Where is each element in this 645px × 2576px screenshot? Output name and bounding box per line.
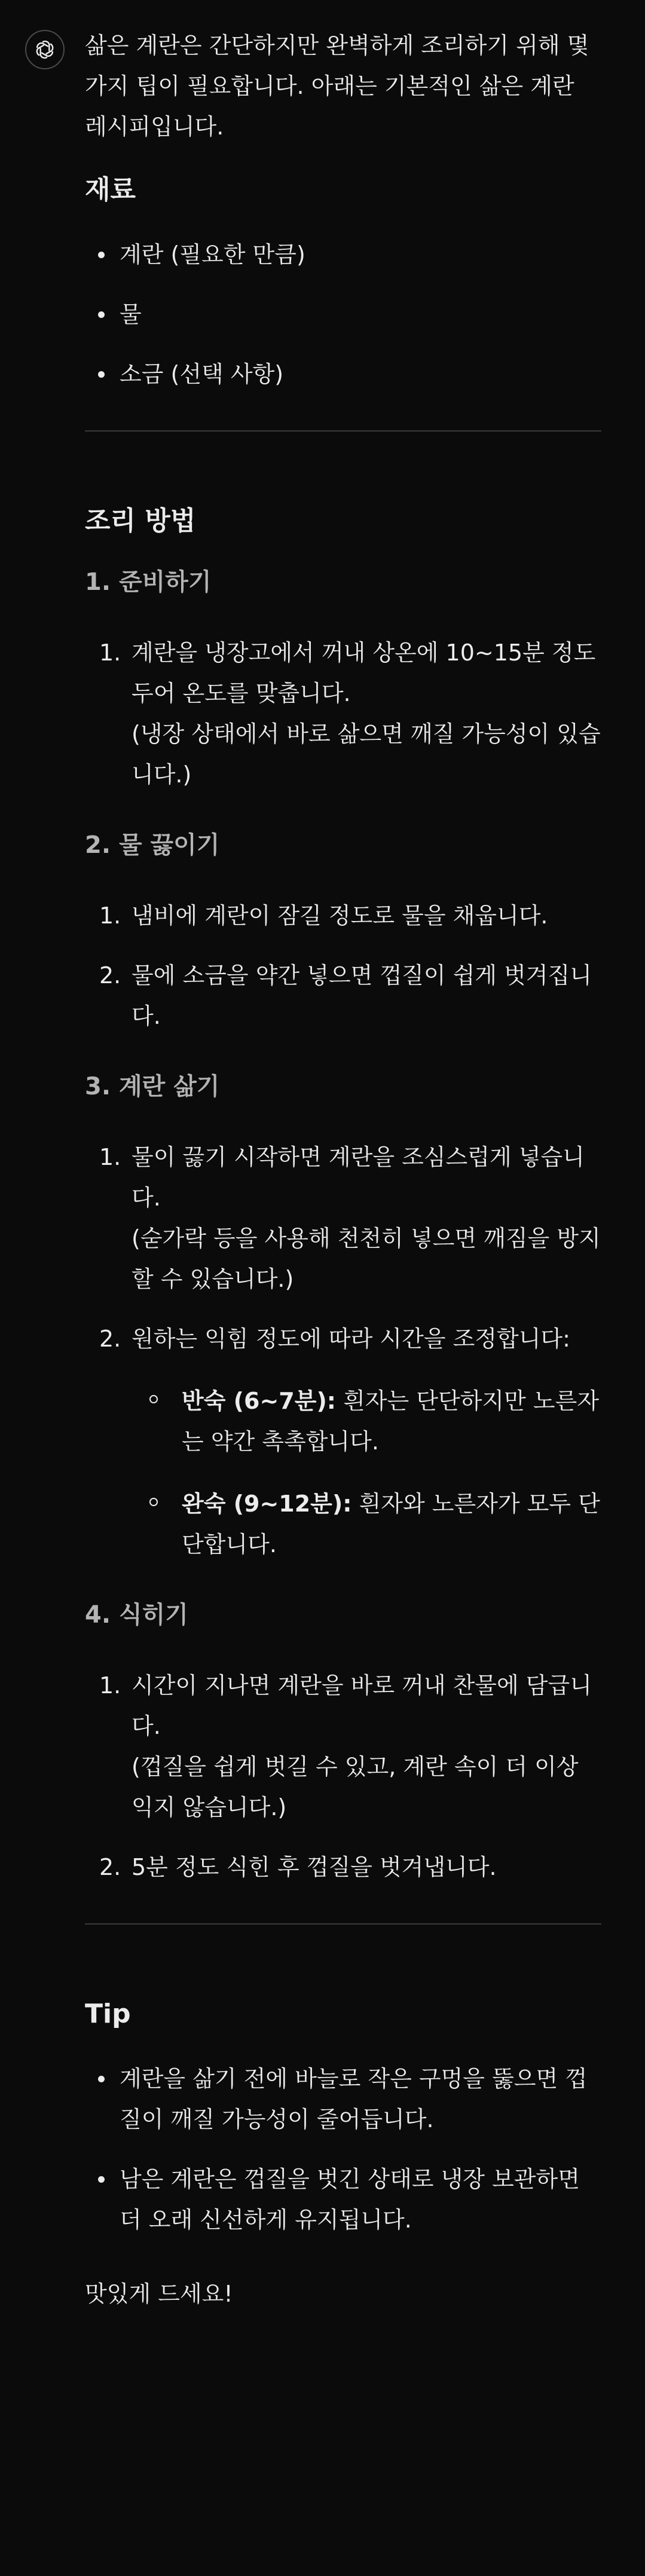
tip-list <box>85 2058 601 2240</box>
step-number: 1. <box>99 640 121 666</box>
doneness-item-hard <box>132 1483 601 1565</box>
step-number: 1. <box>99 902 121 929</box>
section-divider <box>85 430 601 432</box>
ingredient-item: 물 <box>85 294 601 335</box>
step-item <box>85 955 601 1036</box>
step-note: (냉장 상태에서 바로 삶으면 깨질 가능성이 있습니다.) <box>132 721 601 788</box>
step-text: 시간이 지나면 계란을 바로 꺼내 찬물에 담급니다. <box>132 1672 592 1739</box>
step-note: (껍질을 쉽게 벗길 수 있고, 계란 속이 더 이상 익지 않습니다.) <box>132 1754 579 1821</box>
step-number: 2. <box>99 962 121 989</box>
step-text: 물에 소금을 약간 넣으면 껍질이 쉽게 벗겨집니다. <box>132 962 592 1029</box>
step-list-cool <box>85 1665 601 1887</box>
step-number: 1. <box>99 1144 121 1170</box>
step-text: 5분 정도 식힌 후 껍질을 벗겨냅니다. <box>132 1854 497 1880</box>
doneness-label: 반숙 (6~7분): <box>182 1388 337 1414</box>
step-text: 물이 끓기 시작하면 계란을 조심스럽게 넣습니다. <box>132 1144 585 1211</box>
ingredient-item: 소금 (선택 사항) <box>85 354 601 394</box>
method-heading: 조리 방법 <box>85 506 196 536</box>
step-list-boil-eggs <box>85 1137 601 1565</box>
assistant-message <box>85 25 601 2314</box>
step-number: 1. <box>99 1672 121 1699</box>
step-item <box>85 632 601 795</box>
openai-logo-icon <box>32 37 57 62</box>
step-text: 냄비에 계란이 잠길 정도로 물을 채웁니다. <box>132 902 548 929</box>
step-item <box>85 1318 601 1565</box>
ingredient-item: 계란 (필요한 만큼) <box>85 234 601 275</box>
tip-item: 계란을 삶기 전에 바늘로 작은 구멍을 뚫으면 껍질이 깨질 가능성이 줄어듭니다. <box>85 2058 601 2140</box>
doneness-item-soft <box>132 1381 601 1462</box>
step-number: 2. <box>99 1326 121 1352</box>
doneness-list <box>132 1381 601 1565</box>
closing-text: 맛있게 드세요! <box>85 2281 233 2307</box>
step-heading-boil-eggs: 3. 계란 삶기 <box>85 1073 220 1100</box>
intro-paragraph: 삶은 계란은 간단하지만 완벽하게 조리하기 위해 몇 가지 팁이 필요합니다. 아래는 기본적인 삶은 계란 레시피입니다. <box>85 32 589 140</box>
section-divider <box>85 1923 601 1925</box>
step-heading-prepare: 1. 준비하기 <box>85 568 212 596</box>
doneness-label: 완숙 (9~12분): <box>182 1491 352 1517</box>
step-number: 2. <box>99 1854 121 1880</box>
step-item <box>85 1665 601 1828</box>
step-heading-cool: 4. 식히기 <box>85 1601 188 1629</box>
assistant-avatar <box>25 30 65 69</box>
step-note: (숟가락 등을 사용해 천천히 넣으면 깨짐을 방지할 수 있습니다.) <box>132 1225 601 1292</box>
step-list-boil-water <box>85 895 601 1036</box>
doneness-description: 흰자와 노른자가 모두 단단합니다. <box>182 1491 600 1558</box>
ingredients-heading: 재료 <box>85 175 136 205</box>
step-list-prepare <box>85 632 601 795</box>
doneness-description: 흰자는 단단하지만 노른자는 약간 촉촉합니다. <box>182 1388 600 1455</box>
step-text: 원하는 익힘 정도에 따라 시간을 조정합니다: <box>132 1326 570 1352</box>
step-heading-boil-water: 2. 물 끓이기 <box>85 831 220 859</box>
step-item <box>85 1137 601 1299</box>
step-item <box>85 895 601 936</box>
ingredients-list <box>85 234 601 394</box>
tip-heading: Tip <box>85 1999 131 2029</box>
step-text: 계란을 냉장고에서 꺼내 상온에 10~15분 정도 두어 온도를 맞춥니다. <box>132 640 596 706</box>
step-item <box>85 1847 601 1887</box>
tip-item: 남은 계란은 껍질을 벗긴 상태로 냉장 보관하면 더 오래 신선하게 유지됩니다. <box>85 2159 601 2240</box>
